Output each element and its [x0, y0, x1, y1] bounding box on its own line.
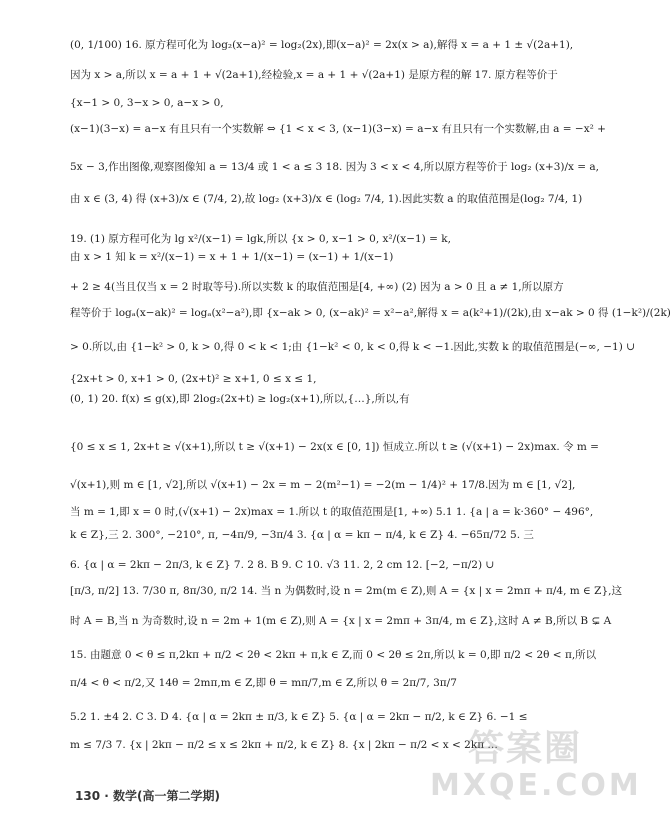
text-line: 时 A = B,当 n 为奇数时,设 n = 2m + 1(m ∈ Z),则 A = {x | x = 2mπ + 3π/4, m ∈ Z},这时 A ≠ B,所以 B ⊊ A — [70, 615, 612, 627]
watermark-bottom-text: MXQE.COM — [430, 768, 642, 803]
text-line: 由 x ∈ (3, 4) 得 (x+3)/x ∈ (7/4, 2),故 log₂ (x+3)/x ∈ (log₂ 7/4, 1).因此实数 a 的取值范围是(log₂ 7/4, 1) — [70, 193, 583, 205]
text-line: 6. {α | α = 2kπ − 2π/3, k ∈ Z} 7. 2 8. B 9. C 10. √3 11. 2, 2 cm 12. [−2, −π/2) ∪ — [70, 559, 495, 571]
text-line: 19. (1) 原方程可化为 lg x²/(x−1) = lgk,所以 {x > 0, x−1 > 0, x²/(x−1) = k, — [70, 233, 451, 245]
text-line: (0, 1) 20. f(x) ≤ g(x),即 2log₂(2x+t) ≥ log₂(x+1),所以,{…},所以,有 — [70, 393, 410, 405]
text-line: {x−1 > 0, 3−x > 0, a−x > 0, — [70, 97, 224, 109]
text-line: 程等价于 logₐ(x−ak)² = logₐ(x²−a²),即 {x−ak > 0, (x−ak)² = x²−a²,解得 x = a(k²+1)/(2k),由 x−ak > 0 得 (1−k²)/(2k) — [70, 307, 671, 319]
watermark-top-text: 答案圈 — [467, 728, 582, 769]
text-line: (x−1)(3−x) = a−x 有且只有一个实数解 ⇔ {1 < x < 3, (x−1)(3−x) = a−x 有且只有一个实数解,由 a = −x² + — [70, 123, 606, 135]
text-line: 5.2 1. ±4 2. C 3. D 4. {α | α = 2kπ ± π/3, k ∈ Z} 5. {α | α = 2kπ − π/2, k ∈ Z} 6. −1 ≤ — [70, 711, 528, 723]
text-line: > 0.所以,由 {1−k² > 0, k > 0,得 0 < k < 1;由 {1−k² < 0, k < 0,得 k < −1.因此,实数 k 的取值范围是(−∞, −1) ∪ — [70, 341, 635, 353]
text-line: {0 ≤ x ≤ 1, 2x+t ≥ √(x+1),所以 t ≥ √(x+1) − 2x(x ∈ [0, 1]) 恒成立.所以 t ≥ (√(x+1) − 2x)max. 令 m = — [70, 441, 599, 453]
watermark-logo — [430, 720, 642, 805]
text-line: 5x − 3,作出图像,观察图像知 a = 13/4 或 1 < a ≤ 3 18. 因为 3 < x < 4,所以原方程等价于 log₂ (x+3)/x = a, — [70, 161, 600, 173]
text-line: √(x+1),则 m ∈ [1, √2],所以 √(x+1) − 2x = m − 2(m²−1) = −2(m − 1/4)² + 17/8.因为 m ∈ [1, √2], — [70, 479, 576, 491]
text-line: 当 m = 1,即 x = 0 时,(√(x+1) − 2x)max = 1.所以 t 的取值范围是[1, +∞) 5.1 1. {a | a = k·360° − 496°, — [70, 506, 594, 518]
text-line: m ≤ 7/3 7. {x | 2kπ − π/2 ≤ x ≤ 2kπ + π/2, k ∈ Z} 8. {x | 2kπ − π/2 < x < 2kπ … — [70, 739, 498, 751]
page-footer: 130 · 数学(高一第二学期) — [75, 789, 220, 803]
text-line: π/4 < θ < π/2,又 14θ = 2mπ,m ∈ Z,即 θ = mπ/7,m ∈ Z,所以 θ = 2π/7, 3π/7 — [70, 677, 457, 689]
text-line: + 2 ≥ 4(当且仅当 x = 2 时取等号).所以实数 k 的取值范围是[4, +∞) (2) 因为 a > 0 且 a ≠ 1,所以原方 — [70, 281, 564, 293]
text-line: k ∈ Z},三 2. 300°, −210°, π, −4π/9, −3π/4 3. {α | α = kπ − π/4, k ∈ Z} 4. −65π/72 5. 三 — [70, 529, 534, 541]
text-line: (0, 1/100) 16. 原方程可化为 log₂(x−a)² = log₂(2x),即(x−a)² = 2x(x > a),解得 x = a + 1 ± √(2a+1), — [70, 39, 574, 51]
text-line: {2x+t > 0, x+1 > 0, (2x+t)² ≥ x+1, 0 ≤ x ≤ 1, — [70, 373, 317, 385]
text-line: [π/3, π/2] 13. 7/30 π, 8π/30, π/2 14. 当 n 为偶数时,设 n = 2m(m ∈ Z),则 A = {x | x = 2mπ + π/4, m ∈ Z},这 — [70, 585, 622, 597]
text-line: 由 x > 1 知 k = x²/(x−1) = x + 1 + 1/(x−1) = (x−1) + 1/(x−1) — [70, 251, 394, 263]
text-line: 15. 由题意 0 < θ ≤ π,2kπ + π/2 < 2θ < 2kπ + π,k ∈ Z,而 0 < 2θ ≤ 2π,所以 k = 0,即 π/2 < 2θ < π,所以 — [70, 649, 597, 661]
text-line: 因为 x > a,所以 x = a + 1 + √(2a+1),经检验,x = a + 1 + √(2a+1) 是原方程的解 17. 原方程等价于 — [70, 69, 558, 81]
